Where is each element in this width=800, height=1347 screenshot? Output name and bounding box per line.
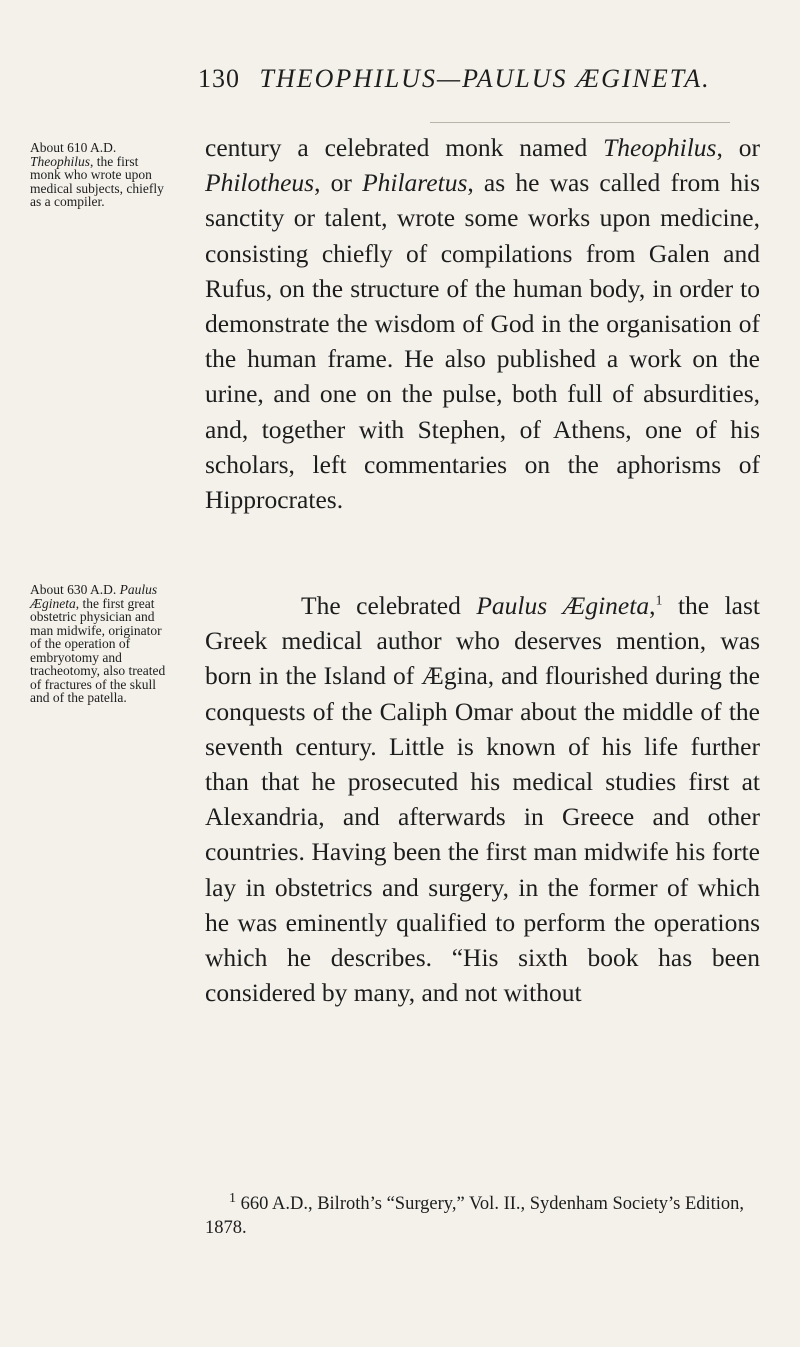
footnote-text: , Bilroth’s “Surgery,” Vol. II., Sydenham Society’s Edition, 1878. — [205, 1194, 745, 1238]
margin-note-text: , the first great obstetric physician and man midwife, originator of the operation of embryotomy and tracheotomy, also treated of fractures of the skull and of the patella. — [30, 595, 166, 705]
footnote-reference: 1 — [655, 593, 663, 609]
name-theophilus: Theophilus — [603, 133, 717, 162]
name-philotheus: Philotheus — [205, 168, 315, 198]
margin-note-name: Paulus Ægineta — [30, 582, 158, 611]
paragraph-paulus: The celebrated Paulus Ægineta,$^1$ the last Greek medical author who deserves mention, was born in the Island of Ægina, and flourished during the conquests of the Caliph Omar about the middle of the seventh century. Little is known of his life further than that he prosecuted his medical studies first at Alexandria, and afterwards in Greece and other countries. Having been the first man midwife his forte lay in obstetrics and surgery, in the former of which he was eminently qualified to perform the operations which he describes. “His sixth book has been considered by many, and not without — [205, 591, 760, 1008]
running-title: THEOPHILUS—PAULUS ÆGINETA. — [259, 64, 711, 93]
margin-note-paulus — [30, 583, 170, 705]
page-number: 130 — [198, 64, 240, 93]
footnote-date: 660 A.D. — [240, 1194, 308, 1214]
margin-note-date: About 630 A.D. — [30, 582, 117, 597]
footnote — [205, 1192, 760, 1240]
name-paulus-aegineta: Paulus Ægineta — [476, 591, 650, 620]
running-header — [198, 64, 711, 94]
margin-note-text: , the first monk who wrote upon medical subjects, chiefly as a compiler. — [30, 153, 164, 209]
footnote-mark: 1 — [229, 1190, 236, 1206]
margin-note-date: About 610 A.D. — [30, 140, 117, 155]
name-philaretus: Philaretus — [362, 168, 468, 198]
margin-note-theophilus — [30, 141, 170, 209]
paragraph-theophilus: century a celebrated monk named Theophilus, or Philotheus, or Philaretus, as he was called from his sanctity or talent, wrote some works upon medicine, consisting chiefly of compilations from Galen and Rufus, on the structure of the human body, in order to demonstrate the wisdom of God in the organisation of the human frame. He also published a work on the urine, and one on the pulse, both full of absurdities, and, together with Stephen, of Athens, one of his scholars, left commentaries on the aphorisms of Hipprocrates. — [205, 133, 760, 515]
header-rule — [430, 122, 730, 123]
margin-note-name: Theophilus — [30, 153, 91, 169]
